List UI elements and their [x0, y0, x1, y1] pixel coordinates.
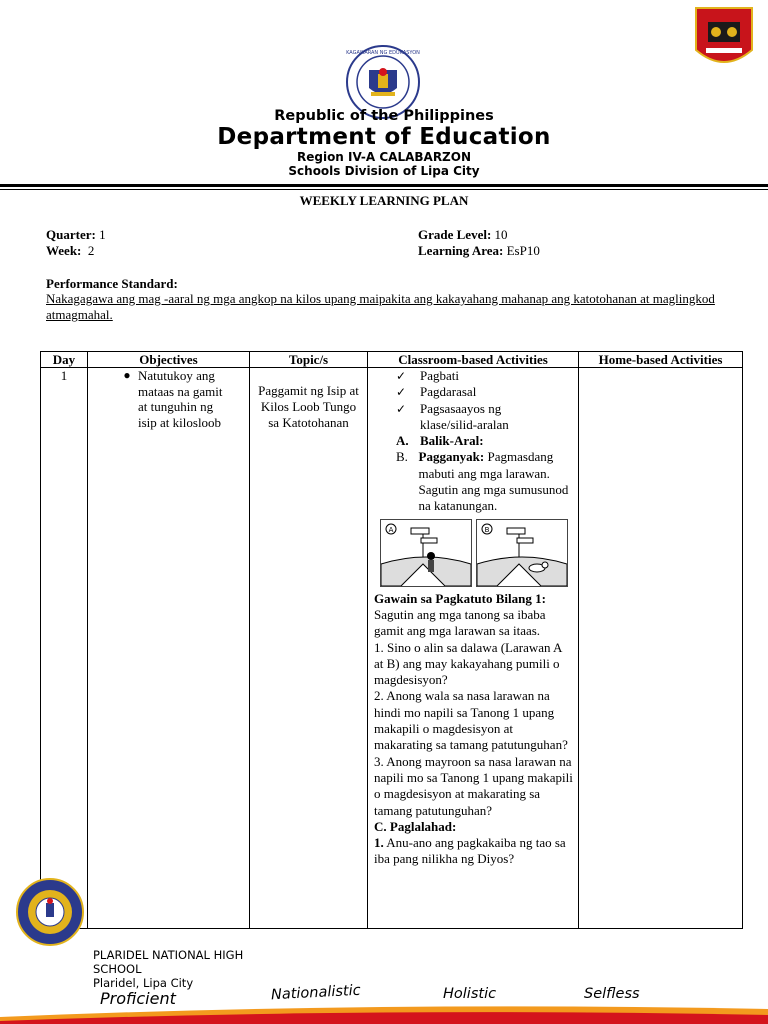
header-topics: Topic/s — [250, 352, 368, 368]
division-heading: Schools Division of Lipa City — [288, 164, 480, 178]
question-2: 2. Anong wala sa nasa larawan na hindi mo napili sa Tanong 1 upang makapili o magdesisyon at makarating sa tamang patutunguhan? — [374, 688, 568, 753]
footer-swoosh-decoration — [0, 1003, 768, 1024]
classroom-activities-cell — [368, 368, 579, 929]
section-a — [368, 433, 578, 449]
document-title: WEEKLY LEARNING PLAN — [299, 193, 469, 208]
check-icon: ✓ — [396, 385, 407, 400]
footer-school-line: SCHOOL — [93, 962, 142, 976]
checklist-label: Pagbati — [420, 368, 459, 383]
gawain-section — [368, 591, 578, 868]
question-1: 1. Sino o alin sa dalawa (Larawan A at B) ang may kakayahang pumili o magdesisyon? — [374, 639, 562, 688]
area-value: EsP10 — [506, 243, 540, 258]
performance-standard-label: Performance Standard: — [46, 276, 178, 291]
motivation-images — [380, 519, 578, 587]
section-c-label: C. Paglalahad: — [374, 818, 457, 834]
header-classroom-activities: Classroom-based Activities — [368, 352, 579, 368]
footer-school-address — [93, 948, 243, 990]
question-3: 3. Anong mayroon sa nasa larawan na napili mo sa Tanong 1 upang makapili o magdesisyon at makarating sa tamang patutunguhan? — [374, 753, 573, 818]
checklist-item — [368, 368, 578, 384]
topic-text: Paggamit ng Isip at Kilos Loob Tungo sa Katotohanan — [258, 383, 359, 430]
quarter-line — [46, 227, 106, 243]
grade-value: 10 — [494, 227, 508, 242]
department-heading: Department of Education — [217, 124, 551, 150]
day-cell: 1 — [41, 368, 88, 929]
week-value: 2 — [87, 243, 95, 258]
value-proficient: Proficient — [100, 989, 176, 1008]
checklist-label: Pagsasaayos ng klase/silid-aralan — [420, 400, 509, 432]
header-rule-thin — [0, 189, 768, 190]
cartoon-image-a — [380, 519, 472, 587]
quarter-value: 1 — [99, 227, 106, 242]
section-b-content — [419, 449, 578, 514]
grade-line — [418, 227, 508, 243]
gawain-title: Gawain sa Pagkatuto Bilang 1: — [374, 590, 546, 606]
cartoon-image-b — [476, 519, 568, 587]
table-header-row — [41, 352, 743, 368]
quarter-label: Quarter: — [46, 227, 96, 242]
value-holistic: Holistic — [443, 986, 497, 1002]
svg-text:KAGAWARAN NG EDUKASYON: KAGAWARAN NG EDUKASYON — [346, 50, 420, 56]
check-icon: ✓ — [396, 369, 407, 383]
header-objectives: Objectives — [88, 352, 250, 368]
section-b-letter: B. — [396, 449, 408, 465]
footer-school-line: PLARIDEL NATIONAL HIGH — [93, 948, 244, 962]
school-badge-logo — [692, 4, 756, 74]
region-heading: Region IV-A CALABARZON — [296, 150, 472, 164]
image-a-label: A — [388, 525, 394, 534]
section-c-question-1-number: 1. — [374, 835, 384, 851]
value-selfless: Selfless — [584, 986, 640, 1002]
bullet-icon: ● — [123, 368, 131, 382]
footer-school-line: Plaridel, Lipa City — [93, 976, 194, 990]
area-label: Learning Area: — [418, 243, 504, 258]
grade-label: Grade Level: — [418, 227, 492, 242]
check-icon: ✓ — [396, 401, 407, 416]
objectives-cell — [88, 368, 250, 929]
division-seal-logo — [15, 877, 85, 947]
performance-standard-text: Nakagagawa ang mag -aaral ng mga angkop na kilos upang maipakita ang kakayahang mahanap ang katotohanan at maglingkod atmagmahal. — [46, 291, 715, 322]
objective-text: Natutukoy ang mataas na gamit at tunguhin ng isip at kilosloob — [138, 368, 223, 430]
section-b-text: Pagmasdang mabuti ang mga larawan. Sagutin ang mga sumusunod na katanungan. — [418, 449, 569, 514]
image-b-label: B — [484, 525, 490, 534]
checklist-item — [368, 384, 578, 400]
header-home-activities: Home-based Activities — [579, 352, 743, 368]
section-c-question-1-text: Anu-ano ang pagkakaiba ng tao sa iba pang nilikha ng Diyos? — [374, 835, 566, 867]
section-b-label: Pagganyak: — [418, 449, 485, 465]
header-rule-thick — [0, 184, 768, 187]
republic-heading: Republic of the Philippines — [274, 108, 494, 124]
gawain-intro: Sagutin ang mga tanong sa ibaba gamit ang mga larawan sa itaas. — [374, 606, 546, 639]
home-activities-cell — [579, 368, 743, 929]
table-row — [41, 368, 743, 929]
checklist-item — [368, 401, 578, 434]
area-line — [418, 243, 540, 259]
section-b — [368, 449, 578, 514]
topic-cell — [250, 368, 368, 929]
week-label: Week: — [46, 243, 82, 258]
section-a-letter: A. — [396, 433, 409, 449]
section-c-question-1 — [374, 835, 574, 868]
week-line — [46, 243, 94, 259]
learning-plan-table — [40, 351, 743, 929]
checklist-label: Pagdarasal — [420, 384, 477, 400]
header-day: Day — [41, 352, 88, 368]
value-nationalistic: Nationalistic — [270, 982, 362, 1004]
section-a-label: Balik-Aral: — [420, 433, 484, 449]
